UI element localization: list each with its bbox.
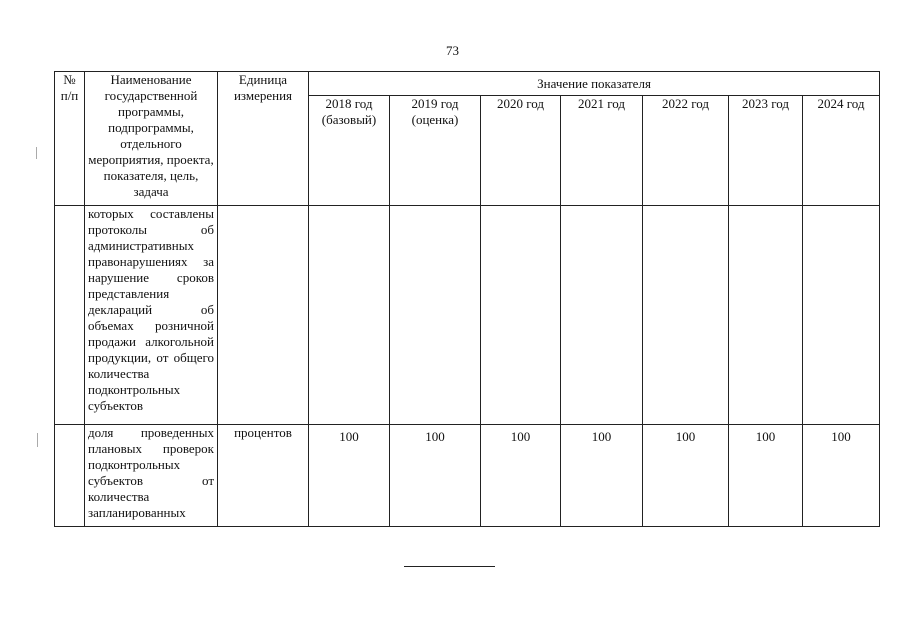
header-year-2018: 2018 год (базовый)	[309, 96, 390, 206]
footnote-separator-line	[404, 566, 495, 567]
header-year-2023: 2023 год	[729, 96, 803, 206]
row-name: которых составлены протоколы об административных правонарушениях за нарушение сроков представления деклараций об объемах розничной продажи алкогольной продукции, от общего количества подконтрольных субъектов	[85, 206, 218, 425]
row-value-2019	[390, 206, 481, 425]
table-row	[55, 425, 880, 527]
row-value-2024: 100	[803, 425, 880, 527]
row-value-2018: 100	[309, 425, 390, 527]
row-value-2019: 100	[390, 425, 481, 527]
page-number: 73	[446, 43, 459, 58]
header-name: Наименование государственной программы, подпрограммы, отдельного мероприятия, проекта, показателя, цель, задача	[85, 72, 218, 206]
row-value-2021: 100	[561, 425, 643, 527]
header-year-2021: 2021 год	[561, 96, 643, 206]
row-value-2022: 100	[643, 425, 729, 527]
header-year-2024: 2024 год	[803, 96, 880, 206]
row-num	[55, 206, 85, 425]
margin-mark	[37, 433, 38, 447]
row-unit	[218, 206, 309, 425]
header-year-2019: 2019 год (оценка)	[390, 96, 481, 206]
row-value-2018	[309, 206, 390, 425]
row-value-2020	[481, 206, 561, 425]
header-year-2022: 2022 год	[643, 96, 729, 206]
margin-mark	[36, 147, 37, 159]
header-value-group: Значение показателя	[309, 72, 880, 96]
header-row-1	[55, 72, 880, 96]
header-num: № п/п	[55, 72, 85, 206]
table-row	[55, 206, 880, 425]
row-value-2022	[643, 206, 729, 425]
row-unit: процентов	[218, 425, 309, 527]
header-unit: Единица измерения	[218, 72, 309, 206]
row-value-2023	[729, 206, 803, 425]
row-value-2021	[561, 206, 643, 425]
indicator-table	[54, 71, 880, 527]
row-value-2020: 100	[481, 425, 561, 527]
row-value-2024	[803, 206, 880, 425]
row-value-2023: 100	[729, 425, 803, 527]
row-num	[55, 425, 85, 527]
row-name: доля проведенных плановых проверок подконтрольных субъектов от количества запланированных	[85, 425, 218, 527]
header-year-2020: 2020 год	[481, 96, 561, 206]
